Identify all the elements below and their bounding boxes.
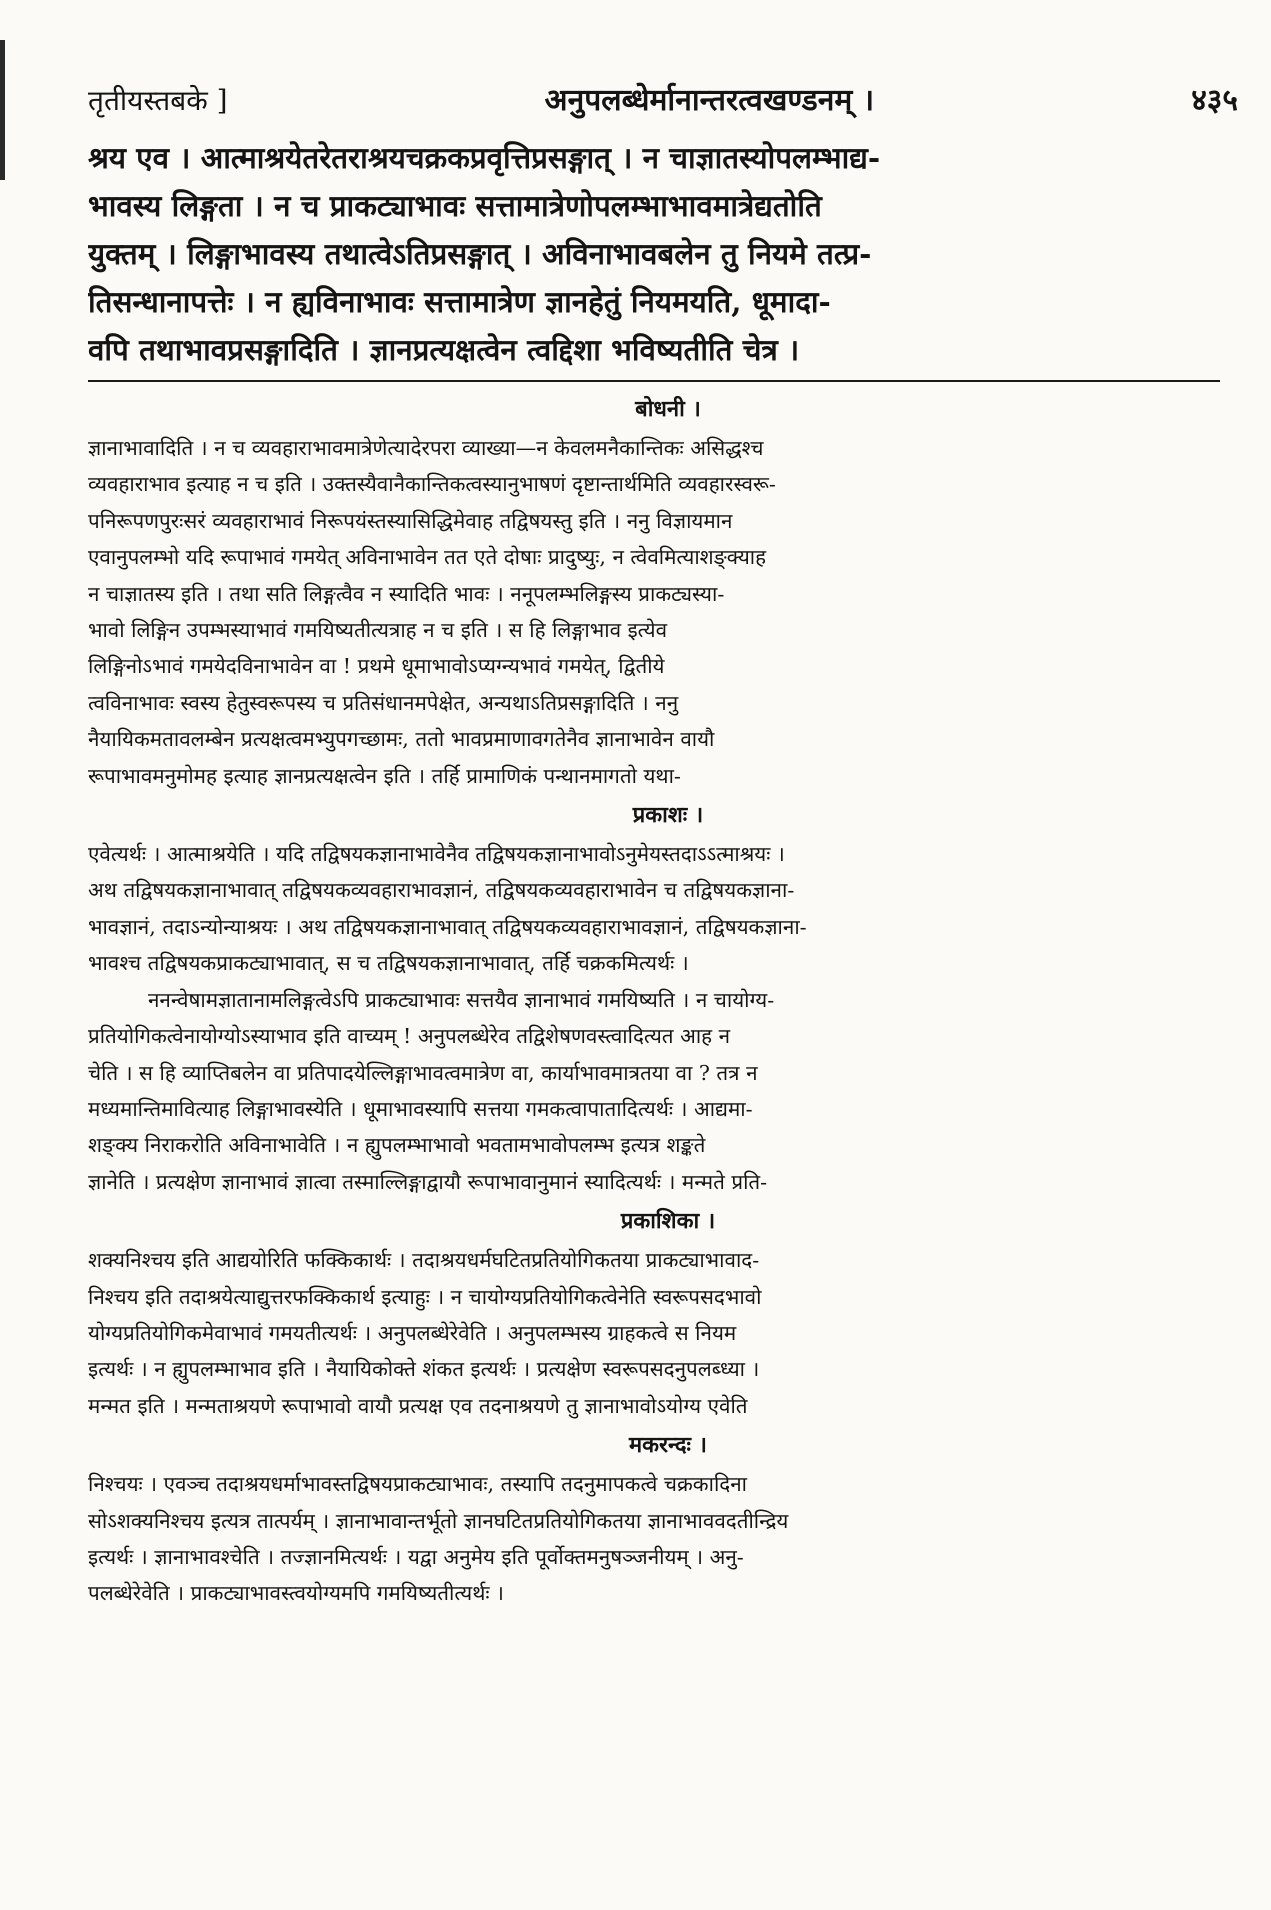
book-page — [88, 78, 1248, 1616]
commentary-line: इत्यर्थः । न ह्युपलम्भाभाव इति । नैयायिकोक्ते शंकत इत्यर्थः । प्रत्यक्षेण स्वरूपसदनुपलब्ध्या । — [88, 1357, 760, 1382]
commentary-line: भावज्ञानं, तदाऽन्योन्याश्रयः । अथ तद्विषयकज्ञानाभावात् तद्विषयकव्यवहाराभावज्ञानं, तद्विषयकज्ञाना- — [88, 914, 807, 939]
main-text-line: तिसन्धानापत्तेः । न ह्यविनाभावः सत्तामात्रेण ज्ञानहेतुं नियमयति, धूमादा- — [88, 284, 831, 319]
page-number: ४३५ — [1191, 83, 1238, 118]
commentary-line: शङ्क्य निराकरोति अविनाभावेति । न ह्युपलम्भाभावो भवतामभावोपलम्भ इत्यत्र शङ्कते — [88, 1133, 706, 1158]
commentary-line: मध्यमान्तिमावित्याह लिङ्गाभावस्येति । धूमाभावस्यापि सत्तया गमकत्वापातादित्यर्थः । आद्यमा- — [88, 1096, 753, 1121]
commentary-line: योग्यप्रतियोगिकमेवाभावं गमयतीत्यर्थः । अनुपलब्धेरेवेति । अनुपलम्भस्य ग्राहकत्वे स नियम — [88, 1320, 737, 1345]
running-head-left: तृतीयस्तबके ] — [88, 84, 228, 117]
commentary-line: भावो लिङ्गिन उपम्भस्याभावं गमयिष्यतीत्यत्राह न च इति । स हि लिङ्गाभाव इत्येव — [88, 618, 668, 643]
commentary-line: भावश्च तद्विषयकप्राकट्याभावात्, स च तद्विषयकज्ञानाभावात्, तर्हि चक्रकमित्यर्थः । — [88, 951, 689, 976]
running-head-title: अनुपलब्धेर्मानान्तरत्वखण्डनम् । — [544, 83, 875, 118]
commentary-line: व्यवहाराभाव इत्याह न च इति । उक्तस्यैवानैकान्तिकत्वस्यानुभाषणं दृष्टान्तार्थमिति व्यवहारस्वरू- — [88, 472, 776, 497]
commentary-makaranda — [88, 1428, 1248, 1612]
section-heading: प्रकाशः । — [632, 802, 704, 829]
commentary-line: पलब्धेरेवेति । प्राकट्याभावस्त्वयोग्यमपि गमयिष्यतीत्यर्थः । — [88, 1581, 504, 1606]
commentary-prakasha — [88, 798, 1248, 1200]
commentary-line: एवेत्यर्थः । आत्माश्रयेति । यदि तद्विषयकज्ञानाभावेनैव तद्विषयकज्ञानाभावोऽनुमेयस्तदाऽऽत्माश्रयः । — [88, 842, 785, 867]
commentary-line: सोऽशक्यनिश्चय इत्यत्र तात्पर्यम् । ज्ञानाभावान्तर्भूतो ज्ञानघटितप्रतियोगिकतया ज्ञानाभाववदतीन्द्रिय — [88, 1508, 789, 1533]
commentary-line: पनिरूपणपुरःसरं व्यवहाराभावं निरूपयंस्तस्यासिद्धिमेवाह तद्विषयस्तु इति । ननु विज्ञायमान — [88, 508, 733, 533]
main-text-line: युक्तम् । लिङ्गाभावस्य तथात्वेऽतिप्रसङ्गात् । अविनाभावबलेन तु नियमे तत्प्र- — [88, 236, 872, 271]
commentary-line: इत्यर्थः । ज्ञानाभावश्चेति । तज्ज्ञानमित्यर्थः । यद्वा अनुमेय इति पूर्वोक्तमनुषञ्जनीयम् । अनु- — [88, 1544, 744, 1569]
running-head — [88, 78, 1248, 134]
commentary-line: निश्चय इति तदाश्रयेत्याद्युत्तरफक्किकार्थ इत्याहुः । न चायोग्यप्रतियोगिकत्वेनेति स्वरूपसदभावो — [88, 1284, 762, 1309]
commentary-line: शक्यनिश्चय इति आद्ययोरिति फक्किकार्थः । तदाश्रयधर्मघटितप्रतियोगिकतया प्राकट्याभावाद- — [88, 1248, 760, 1273]
commentary-line: नैयायिकमतावलम्बेन प्रत्यक्षत्वमभ्युपगच्छामः, ततो भावप्रमाणावगतेनैव ज्ञानाभावेन वायौ — [88, 727, 715, 752]
commentary-line: मन्मत इति । मन्मताश्रयणे रूपाभावो वायौ प्रत्यक्ष एव तदनाश्रयणे तु ज्ञानाभावोऽयोग्य एवेति — [88, 1393, 748, 1418]
commentary-line: प्रतियोगिकत्वेनायोग्योऽस्याभाव इति वाच्यम् ! अनुपलब्धेरेव तद्विशेषणवस्त्वादित्यत आह न — [88, 1024, 731, 1049]
section-heading: प्रकाशिका । — [620, 1208, 716, 1235]
binding-edge — [0, 40, 5, 180]
commentary-line: न चाज्ञातस्य इति । तथा सति लिङ्गत्वैव न स्यादिति भावः । ननूपलम्भलिङ्गस्य प्राकट्यस्या- — [88, 581, 725, 606]
commentary-line: ननन्वेषामज्ञातानामलिङ्गत्वेऽपि प्राकट्याभावः सत्तयैव ज्ञानाभावं गमयिष्यति । न चायोग्य- — [148, 987, 775, 1012]
section-heading: बोधनी । — [635, 396, 701, 422]
commentary-line: चेति । स हि व्याप्तिबलेन वा प्रतिपादयेल्लिङ्गाभावत्वमात्रेण वा, कार्याभावमात्रतया वा ? तत्र न — [88, 1060, 758, 1085]
commentary-line: त्वविनाभावः स्वस्य हेतुस्वरूपस्य च प्रतिसंधानमपेक्षेत, अन्यथाऽतिप्रसङ्गादिति । ननु — [88, 690, 679, 715]
section-heading: मकरन्दः । — [629, 1432, 707, 1459]
main-text-line: वपि तथाभावप्रसङ्गादिति । ज्ञानप्रत्यक्षत्वेन त्वद्दिशा भविष्यतीति चेत्र । — [88, 332, 800, 367]
commentary-line: रूपाभावमनुमोमह इत्याह ज्ञानप्रत्यक्षत्वेन इति । तर्हि प्रामाणिकं पन्थानमागतो यथा- — [88, 763, 681, 788]
main-text — [88, 134, 1248, 374]
commentary-line: एवानुपलम्भो यदि रूपाभावं गमयेत् अविनाभावेन तत एते दोषाः प्रादुष्युः, न त्वेवमित्याशङ्क्याह — [88, 545, 767, 570]
commentary-prakashika — [88, 1204, 1248, 1424]
commentary-line: ज्ञानाभावादिति । न च व्यवहाराभावमात्रेणेत्यादेरपरा व्याख्या—न केवलमनैकान्तिकः असिद्धश्च — [88, 436, 764, 460]
commentary-line: अथ तद्विषयकज्ञानाभावात् तद्विषयकव्यवहाराभावज्ञानं, तद्विषयकव्यवहाराभावेन च तद्विषयकज्ञाना- — [88, 878, 795, 903]
main-text-line: भावस्य लिङ्गता । न च प्राकट्याभावः सत्तामात्रेणोपलम्भाभावमात्रेद्यतोति — [88, 188, 822, 223]
main-text-line: श्रय एव । आत्माश्रयेतरेतराश्रयचक्रकप्रवृत्तिप्रसङ्गात् । न चाज्ञातस्योपलम्भाद्य- — [88, 140, 881, 175]
commentary-line: ज्ञानेति । प्रत्यक्षेण ज्ञानाभावं ज्ञात्वा तस्माल्लिङ्गाद्वायौ रूपाभावानुमानं स्यादित्यर्थः । मन्मते प्रति- — [88, 1169, 768, 1194]
commentary-line: निश्चयः । एवञ्च तदाश्रयधर्माभावस्तद्विषयप्राकट्याभावः, तस्यापि तदनुमापकत्वे चक्रकादिना — [88, 1472, 747, 1497]
commentary-line: लिङ्गिनोऽभावं गमयेदविनाभावेन वा ! प्रथमे धूमाभावोऽप्यग्न्यभावं गमयेत्, द्वितीये — [88, 654, 665, 679]
separator-rule — [88, 380, 1220, 382]
commentary-bodhani — [88, 392, 1248, 794]
